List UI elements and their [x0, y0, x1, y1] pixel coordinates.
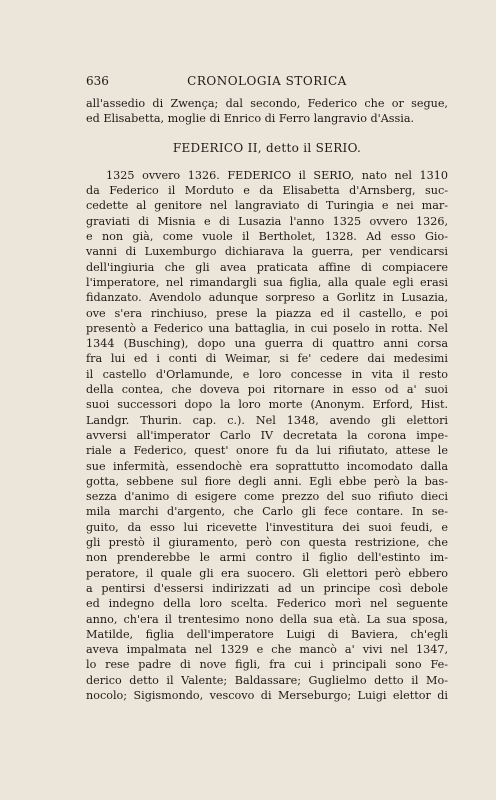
section-heading: FEDERICO II, detto il SERIO. [172, 140, 362, 155]
text-line: gotta, sebbene sul fiore degli anni. Egli ebbe però la bas- [86, 474, 448, 488]
text-line: il castello d'Orlamunde, e loro concesse in vita il resto [86, 367, 448, 381]
text-line: all'assedio di Zwença; dal secondo, Federico che or segue, [86, 97, 448, 110]
text-line: da Federico il Morduto e da Elisabetta d'Arnsberg, suc- [86, 184, 448, 198]
text-line: ed indegno della loro scelta. Federico morì nel seguente [86, 597, 448, 611]
body-paragraph [86, 168, 448, 703]
text-line: nocolo; Sigismondo, vescovo di Merseburgo; Luigi elettor di [86, 688, 448, 702]
text-line: a pentirsi d'essersi indirizzati ad un principe così debole [86, 581, 448, 595]
text-line: lo rese padre di nove figli, fra cui i principali sono Fe- [86, 658, 448, 672]
page-header [86, 74, 448, 92]
text-line: guito, da esso lui ricevette l'investitura dei suoi feudi, e [86, 520, 448, 534]
text-line: anno, ch'era il trentesimo nono della sua età. La sua sposa, [86, 612, 448, 626]
text-line: vanni di Luxemburgo dichiarava la guerra, per vendicarsi [86, 245, 448, 259]
intro-paragraph [86, 96, 448, 127]
text-line: fra lui ed i conti di Weimar, si fe' cedere dai medesimi [86, 352, 448, 366]
page-text [86, 96, 448, 703]
text-line: riale a Federico, quest' onore fu da lui rifiutato, attese le [86, 444, 448, 458]
text-line: non prenderebbe le armi contro il figlio dell'estinto im- [86, 551, 448, 565]
text-line: Landgr. Thurin. cap. c.). Nel 1348, avendo gli elettori [86, 413, 448, 427]
text-line: dell'ingiuria che gli avea praticata affine di compiacere [86, 260, 448, 274]
text-line: cedette al genitore nel langraviato di Turingia e nei mar- [86, 199, 448, 213]
text-line: graviati di Misnia e di Lusazia l'anno 1325 ovvero 1326, [86, 214, 448, 228]
text-line: aveva impalmata nel 1329 e che mancò a' vivi nel 1347, [86, 643, 448, 657]
text-line: gli prestò il giuramento, però con questa restrizione, che [86, 536, 448, 550]
text-line: 1344 (Busching), dopo una guerra di quattro anni corsa [86, 337, 448, 351]
text-line: derico detto il Valente; Baldassare; Guglielmo detto il Mo- [86, 673, 448, 687]
text-line: 1325 ovvero 1326. FEDERICO il SERIO, nato nel 1310 [106, 168, 448, 182]
text-line: ove s'era rinchiuso, prese la piazza ed il castello, e poi [86, 306, 448, 320]
text-line: e non già, come vuole il Bertholet, 1328. Ad esso Gio- [86, 230, 448, 244]
page-number: 636 [86, 74, 109, 88]
text-line: fidanzato. Avendolo adunque sorpreso a Gorlitz in Lusazia, [86, 291, 448, 305]
text-line: suoi successori dopo la loro morte (Anonym. Erford, Hist. [86, 398, 448, 412]
text-line: l'imperatore, nel rimandargli sua figlia, alla quale egli erasi [86, 275, 448, 289]
text-line: avversi all'imperator Carlo IV decretata la corona impe- [86, 428, 448, 442]
text-line: presentò a Federico una battaglia, in cui poselo in rotta. Nel [86, 321, 448, 335]
text-line: sezza d'animo di esigere come prezzo del suo rifiuto dieci [86, 490, 448, 504]
text-line: della contea, che doveva poi ritornare in esso od a' suoi [86, 383, 448, 397]
text-line: Matilde, figlia dell'imperatore Luigi di Baviera, ch'egli [86, 627, 448, 641]
running-title: CRONOLOGIA STORICA [187, 74, 347, 88]
text-line: ed Elisabetta, moglie di Enrico di Ferro langravio d'Assia. [86, 112, 415, 126]
text-line: mila marchi d'argento, che Carlo gli fece contare. In se- [86, 505, 448, 519]
text-line: sue infermità, essendochè era soprattutto incomodato dalla [86, 459, 448, 473]
text-line: peratore, il quale gli era suocero. Gli elettori però ebbero [86, 566, 448, 580]
